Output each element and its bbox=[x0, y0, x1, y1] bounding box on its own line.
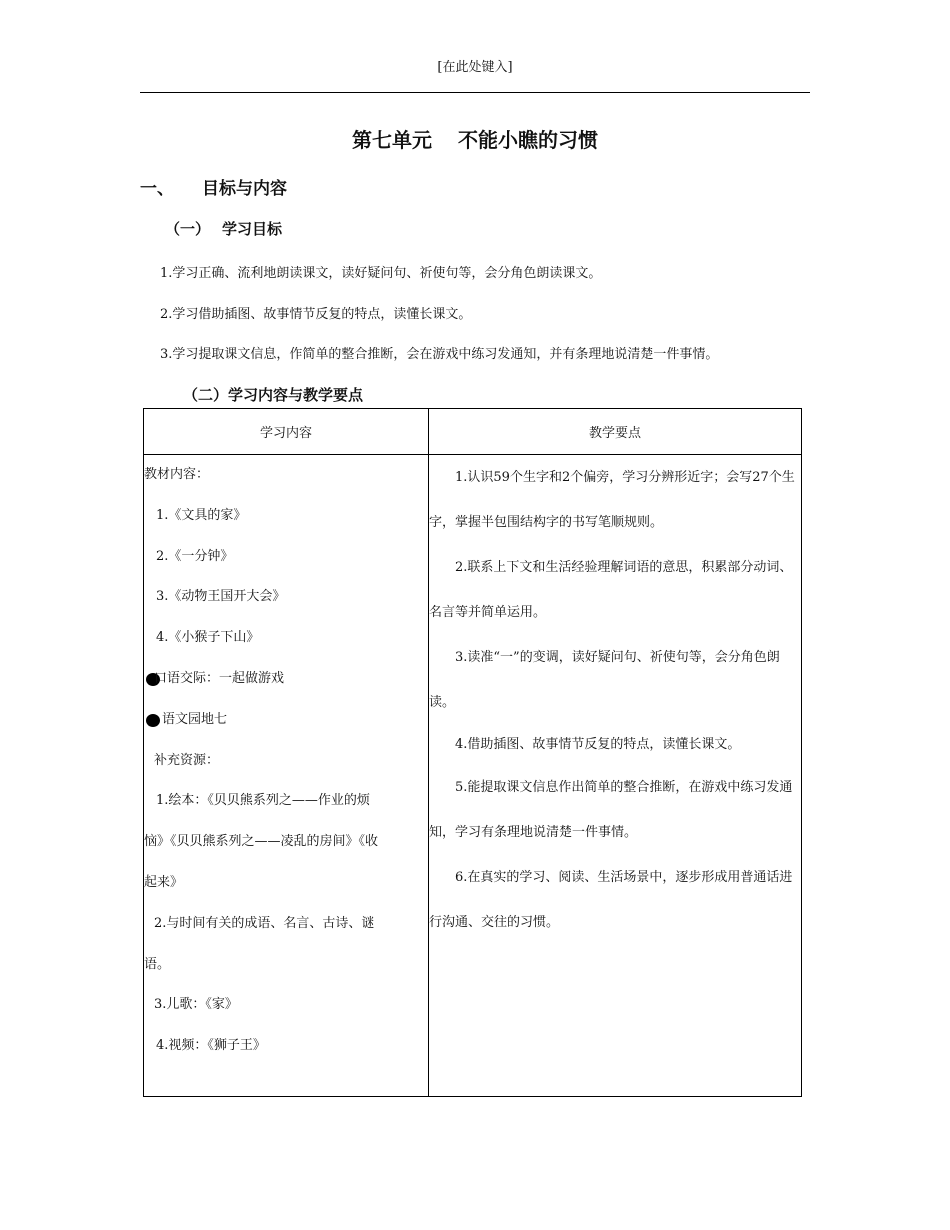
subsection-number: （一） bbox=[165, 220, 211, 238]
supplement-item: 4.视频：《狮子王》 bbox=[156, 1038, 266, 1054]
supplement-item: 3.儿歌：《家》 bbox=[154, 997, 238, 1013]
bullet-item: 语文园地七 bbox=[144, 700, 428, 741]
section-heading-1 bbox=[140, 174, 287, 199]
teaching-point: 5.能提取课文信息作出简单的整合推断，在游戏中练习发通知，学习有条理地说清楚一件事情。 bbox=[429, 780, 793, 840]
column-header-points: 教学要点 bbox=[429, 409, 802, 455]
supplement-item-cont: 起来》 bbox=[144, 874, 184, 890]
goal-item: 1.学习正确、流利地朗读课文，读好疑问句、祈使句等，会分角色朗读课文。 bbox=[160, 266, 602, 281]
learning-content-cell bbox=[144, 455, 429, 1097]
subsection-heading-content: （二）学习内容与教学要点 bbox=[183, 386, 364, 404]
column-header-content: 学习内容 bbox=[144, 409, 429, 455]
table-row bbox=[144, 455, 802, 1097]
section-label: 目标与内容 bbox=[202, 179, 287, 199]
goal-item: 3.学习提取课文信息，作简单的整合推断，会在游戏中练习发通知，并有条理地说清楚一件事情。 bbox=[160, 347, 719, 362]
materials-label: 教材内容： bbox=[144, 467, 210, 482]
section-number: 一、 bbox=[140, 179, 174, 199]
material-item: 4.《小猴子下山》 bbox=[156, 630, 260, 646]
supplement-item-cont: 语。 bbox=[144, 956, 171, 972]
supplement-item: 2.与时间有关的成语、名言、古诗、谜 bbox=[154, 915, 375, 931]
subsection-label: 学习目标 bbox=[222, 220, 283, 238]
material-item: 1.《文具的家》 bbox=[156, 507, 247, 523]
unit-label: 第七单元 bbox=[352, 128, 432, 152]
table-header-row bbox=[144, 409, 802, 455]
bullet-dot-icon bbox=[146, 714, 160, 727]
teaching-point: 2.联系上下文和生活经验理解词语的意思，积累部分动词、名言等并简单运用。 bbox=[429, 560, 793, 620]
teaching-point: 6.在真实的学习、阅读、生活场景中，逐步形成用普通话进行沟通、交往的习惯。 bbox=[429, 870, 793, 930]
goal-item: 2.学习借助插图、故事情节反复的特点，读懂长课文。 bbox=[160, 307, 472, 322]
material-item: 3.《动物王国开大会》 bbox=[156, 589, 286, 605]
bullet-item: 口语交际：一起做游戏 bbox=[144, 659, 428, 700]
subsection-heading-goals bbox=[165, 218, 282, 239]
page-header: [在此处键入] bbox=[437, 60, 513, 75]
material-item: 2.《一分钟》 bbox=[156, 548, 234, 564]
supplement-item: 1.绘本：《贝贝熊系列之——作业的烦 bbox=[156, 793, 370, 809]
page-title bbox=[0, 124, 950, 153]
supplement-label: 补充资源： bbox=[154, 752, 220, 768]
supplement-item-cont: 恼》《贝贝熊系列之——凌乱的房间》《收 bbox=[144, 834, 379, 850]
teaching-points-cell bbox=[429, 455, 802, 1097]
header-rule bbox=[140, 92, 810, 93]
unit-name: 不能小瞧的习惯 bbox=[458, 128, 598, 152]
content-table bbox=[143, 408, 802, 1097]
teaching-point: 3.读准“一”的变调，读好疑问句、祈使句等，会分角色朗读。 bbox=[429, 650, 780, 710]
teaching-point: 4.借助插图、故事情节反复的特点，读懂长课文。 bbox=[455, 737, 741, 752]
teaching-point: 1.认识59个生字和2个偏旁，学习分辨形近字；会写27个生字，掌握半包围结构字的书写笔顺规则。 bbox=[429, 470, 795, 530]
